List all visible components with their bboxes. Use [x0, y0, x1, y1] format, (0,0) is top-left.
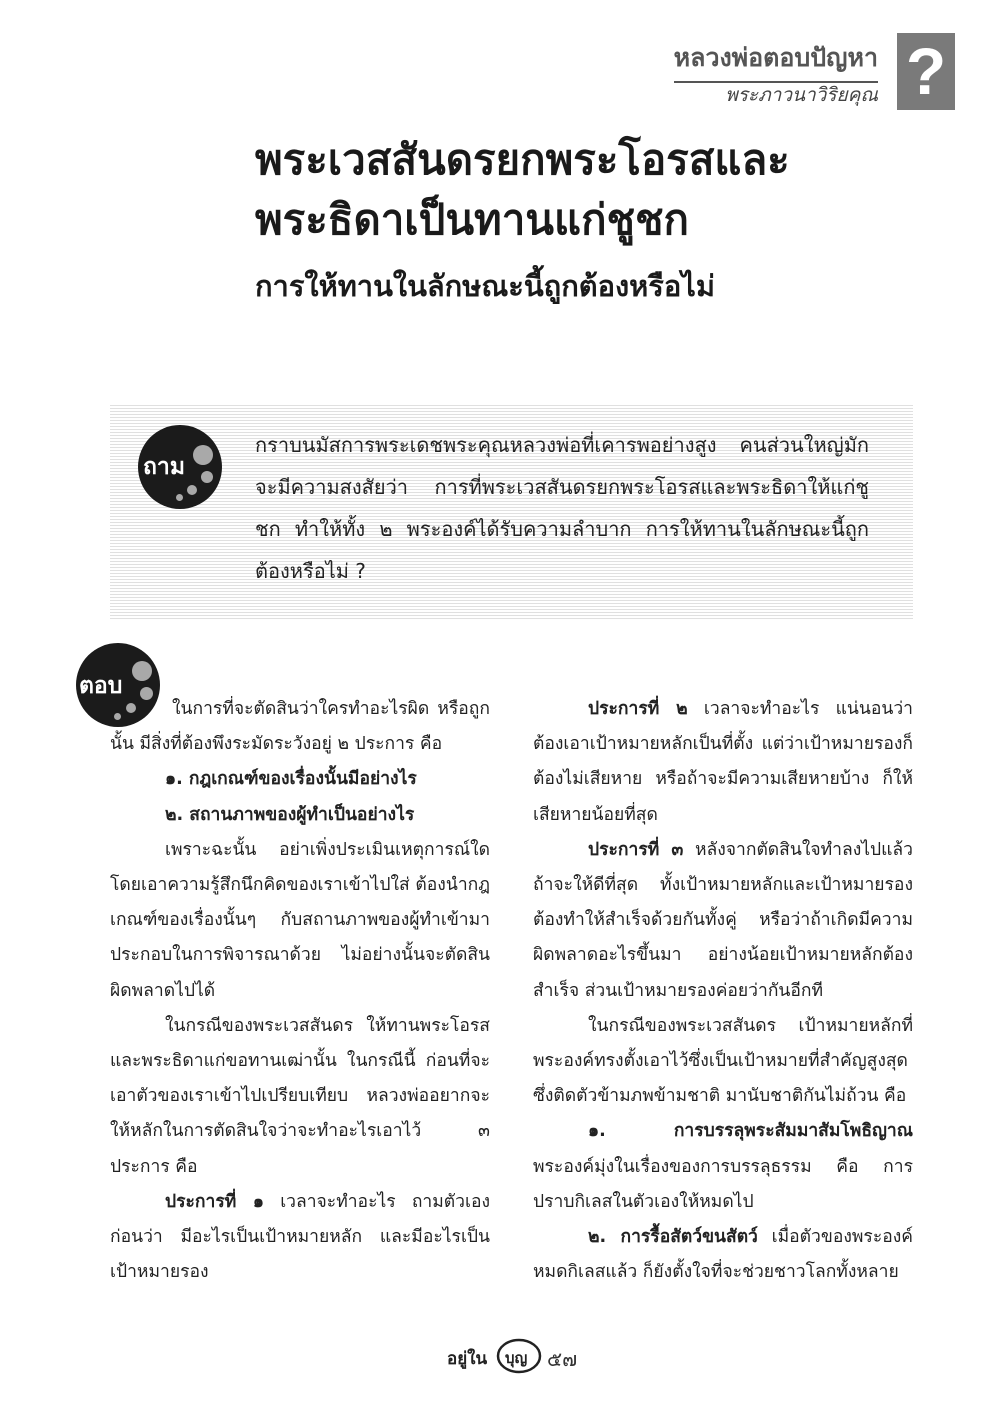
answer-left-column — [110, 692, 490, 1290]
answer-paragraph — [533, 833, 913, 1009]
badge-dot — [201, 471, 213, 483]
answer-paragraph — [110, 1185, 490, 1291]
headline-line-1: พระเวสสันดรยกพระโอรสและ — [255, 135, 790, 184]
answer-rule-1: ๑. กฎเกณฑ์ของเรื่องนั้นมีอย่างไร — [165, 769, 417, 790]
point-label: ประการที่ ๒ — [588, 699, 688, 719]
answer-paragraph — [533, 1114, 913, 1220]
point-label: ประการที่ ๓ — [588, 839, 684, 860]
point-text: เมื่อตัวของพระองค์หมดกิเลสแล้ว ก็ยังตั้งใจที่จะช่วยชาวโลกทั้งหลาย — [533, 1227, 913, 1283]
point-text: เวลาจะทำอะไร ถามตัวเองก่อนว่า มีอะไรเป็นเป้าหมายหลัก และมีอะไรเป็นเป้าหมายรอง — [110, 1191, 490, 1283]
point-label: ๑. การบรรลุพระสัมมาสัมโพธิญาณ — [588, 1121, 913, 1142]
magazine-logo — [445, 1336, 543, 1376]
answer-paragraph: ในกรณีของพระเวสสันดร ให้ทานพระโอรสและพระธิดาแก่ขอทานเฒ่านั้น ในกรณีนี้ ก่อนที่จะเอาตัวของเราเข้าไปเปรียบเทียบ หลวงพ่ออยากจะให้หลักในการตัดสินใจว่าจะทำอะไรเอาไว้ ๓ ประการ คือ — [110, 1015, 490, 1177]
headline — [255, 130, 945, 308]
question-text: กราบนมัสการพระเดชพระคุณหลวงพ่อที่เคารพอย่างสูง คนส่วนใหญ่มักจะมีความสงสัยว่า การที่พระเวสสันดรยกพระโอรสและพระธิดาให้แก่ชูชก ทำให้ทั้ง ๒ พระองค์ได้รับความลำบาก การให้ทานในลักษณะนี้ถูกต้องหรือไม่ ? — [255, 433, 869, 583]
headline-subtitle: การให้ทานในลักษณะนี้ถูกต้องหรือไม่ — [255, 269, 715, 303]
answer-paragraph — [533, 1220, 913, 1290]
answer-rule-2: ๒. สถานภาพของผู้ทำเป็นอย่างไร — [165, 804, 415, 825]
point-label: ๒. การรื้อสัตว์ขนสัตว์ — [588, 1227, 758, 1248]
column-author: พระภาวนาวิริยคุณ — [725, 84, 878, 106]
logo-text-part: อยู่ใน — [447, 1349, 488, 1369]
question-badge — [138, 425, 222, 509]
logo-text-part: บุญ — [505, 1349, 528, 1367]
answer-paragraph: เพราะฉะนั้น อย่าเพิ่งประเมินเหตุการณ์ใดโดยเอาความรู้สึกนึกคิดของเราเข้าไปใส่ ต้องนำกฎเกณฑ์ของเรื่องนั้นๆ กับสถานภาพของผู้ทำเข้ามาประกอบในการพิจารณาด้วย ไม่อย่างนั้นจะตัดสินผิดพลาดไปได้ — [110, 839, 490, 1001]
point-text: พระองค์มุ่งในเรื่องของการบรรลุธรรม คือ การปราบกิเลสในตัวเองให้หมดไป — [533, 1156, 913, 1212]
answer-right-column — [533, 692, 913, 1290]
answer-paragraph — [533, 692, 913, 833]
question-mark-icon: ? — [897, 33, 955, 110]
badge-dot — [132, 661, 152, 681]
badge-dot — [187, 485, 197, 495]
answer-paragraph: ในการที่จะตัดสินว่าใครทำอะไรผิด หรือถูกนั้น มีสิ่งที่ต้องพึงระมัดระวังอยู่ ๒ ประการ คือ — [110, 699, 490, 755]
headline-line-2: พระธิดาเป็นทานแก่ชูชก — [255, 195, 689, 244]
point-text: หลังจากตัดสินใจทำลงไปแล้ว ถ้าจะให้ดีที่สุด ทั้งเป้าหมายหลักและเป้าหมายรองต้องทำให้สำเร็จด้วยกันทั้งคู่ หรือว่าถ้าเกิดมีความผิดพลาดอะไรขึ้นมา อย่างน้อยเป้าหมายหลักต้องสำเร็จ ส่วนเป้าหมายรองค่อยว่ากันอีกที — [533, 839, 913, 1001]
page-number: ๕๗ — [547, 1347, 578, 1371]
answer-badge-label: ตอบ — [79, 673, 123, 699]
point-label: ประการที่ ๑ — [165, 1191, 265, 1212]
question-badge-label: ถาม — [143, 454, 186, 480]
badge-dot — [176, 494, 183, 501]
answer-paragraph: ในกรณีของพระเวสสันดร เป้าหมายหลักที่พระองค์ทรงตั้งเอาไว้ซึ่งเป็นเป้าหมายที่สำคัญสูงสุด ซึ่งติดตัวข้ามภพข้ามชาติ มานับชาติกันไม่ถ้วน คือ — [533, 1015, 913, 1107]
badge-dot — [193, 445, 213, 465]
column-title: หลวงพ่อตอบปัญหา — [674, 38, 878, 83]
point-text: เวลาจะทำอะไร แน่นอนว่า ต้องเอาเป้าหมายหลักเป็นที่ตั้ง แต่ว่าเป้าหมายรองก็ต้องไม่เสียหาย หรือถ้าจะมีความเสียหายบ้าง ก็ให้เสียหายน้อยที่สุด — [533, 699, 913, 825]
